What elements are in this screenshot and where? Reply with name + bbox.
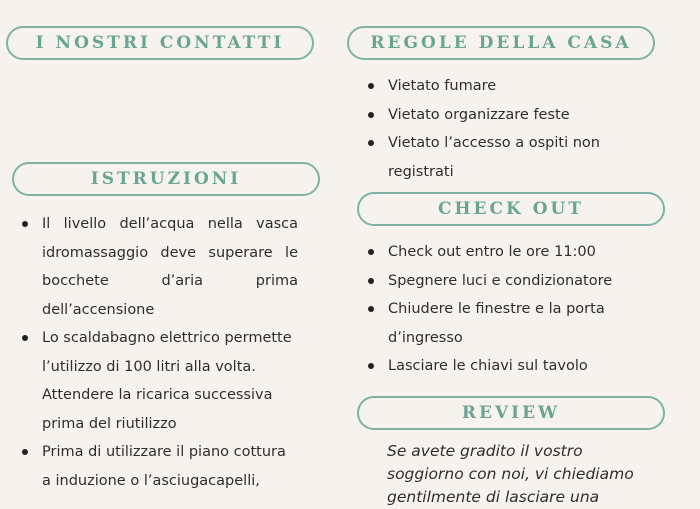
list-item: Vietato fumare [368, 72, 628, 101]
bullet-icon [368, 140, 374, 146]
contacts-header [6, 26, 314, 60]
list-item: Lasciare le chiavi sul tavolo [368, 352, 628, 381]
house-rules-title: REGOLE DELLA CASA [370, 33, 632, 53]
bullet-icon [368, 249, 374, 255]
list-item: Il livello dell’acqua nella vasca idromassaggio deve superare le bocchete d’aria prima dell’accensione [22, 210, 298, 324]
review-header [357, 396, 665, 430]
instructions-list [22, 210, 298, 495]
contacts-title: I NOSTRI CONTATTI [35, 33, 285, 53]
review-text: Se avete gradito il vostro soggiorno con noi, vi chiediamo gentilmente di lasciare una [387, 442, 634, 506]
instructions-title: ISTRUZIONI [90, 169, 242, 189]
bullet-icon [368, 306, 374, 312]
bullet-icon [22, 449, 28, 455]
bullet-icon [22, 221, 28, 227]
checkout-header [357, 192, 665, 226]
bullet-icon [22, 335, 28, 341]
list-item: Vietato organizzare feste [368, 101, 628, 130]
bullet-icon [368, 278, 374, 284]
bullet-icon [368, 83, 374, 89]
list-item: Spegnere luci e condizionatore [368, 267, 628, 296]
instructions-header [12, 162, 320, 196]
bullet-icon [368, 112, 374, 118]
list-item: Prima di utilizzare il piano cottura a induzione o l’asciugacapelli, [22, 438, 298, 495]
list-item: Lo scaldabagno elettrico permette l’utilizzo di 100 litri alla volta. Attendere la ricarica successiva prima del riutilizzo [22, 324, 298, 438]
house-rules-header [347, 26, 655, 60]
house-rules-list [368, 72, 628, 186]
list-item: Check out entro le ore 11:00 [368, 238, 628, 267]
bullet-icon [368, 363, 374, 369]
review-title: REVIEW [461, 403, 561, 423]
checkout-list [368, 238, 628, 381]
checkout-title: CHECK OUT [437, 199, 585, 219]
list-item: Chiudere le finestre e la porta d’ingresso [368, 295, 628, 352]
list-item: Vietato l’accesso a ospiti non registrati [368, 129, 628, 186]
